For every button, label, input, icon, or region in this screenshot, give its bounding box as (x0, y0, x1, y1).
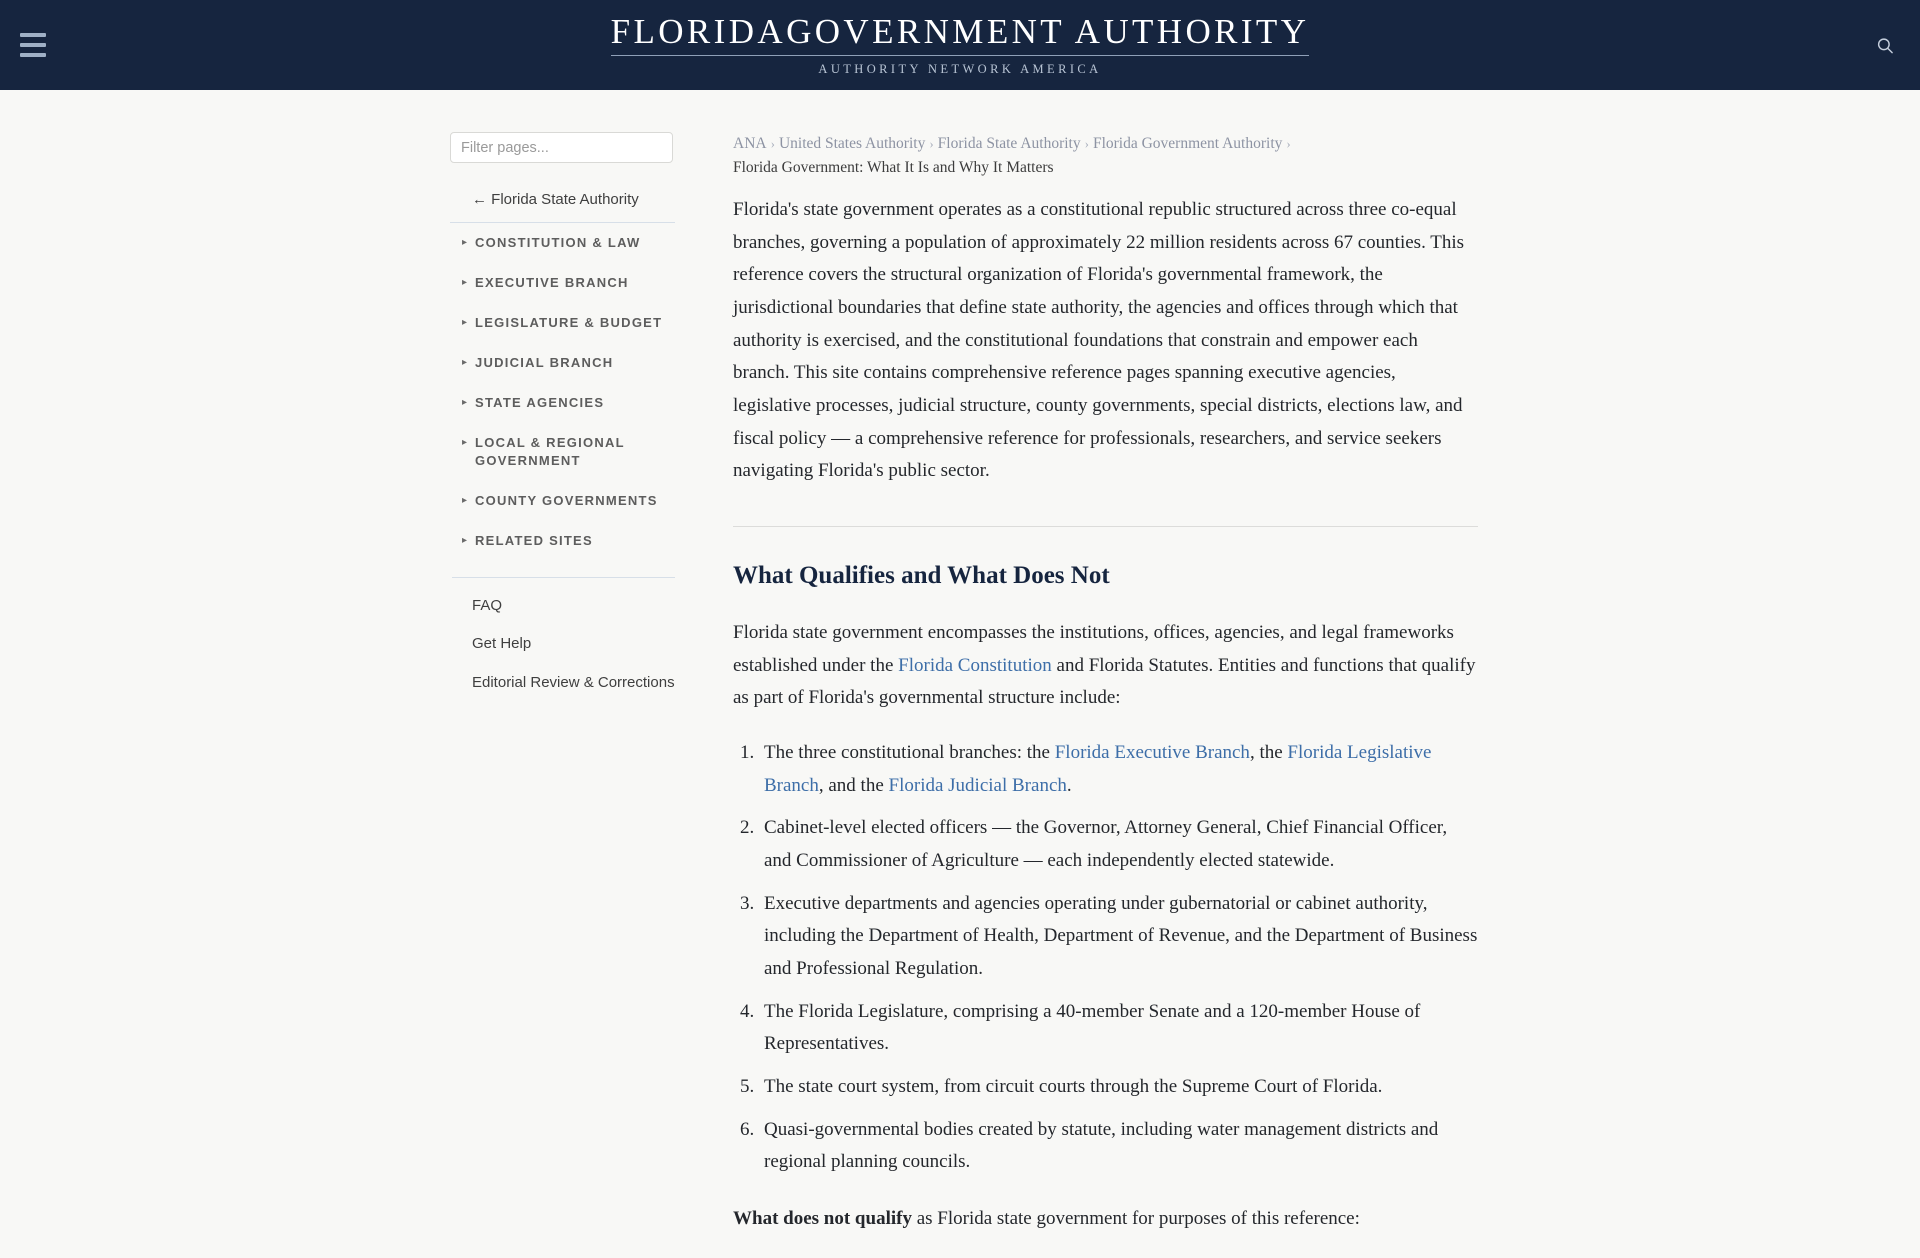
sidebar-item-judicial-branch[interactable] (450, 343, 675, 383)
breadcrumb-item-florida-government-authority[interactable]: Florida Government Authority (1092, 135, 1283, 152)
sidebar-item-label: CONSTITUTION & LAW (475, 235, 641, 250)
page-body (0, 90, 1920, 1258)
chevron-right-icon: ▸ (462, 317, 468, 328)
section-divider (733, 526, 1478, 527)
sidebar-item-executive-branch[interactable] (450, 263, 675, 303)
qualify-intro-text-after: and Florida Statutes. Entities and functions that qualify as part of Florida's governmental structure include: (733, 654, 1476, 709)
list-item: 5. The state court system, from circuit courts through the Supreme Court of Florida. (759, 1071, 1478, 1104)
chevron-right-icon: ▸ (462, 237, 468, 248)
chevron-right-icon: ▸ (462, 437, 468, 448)
sidebar-item-related-sites[interactable] (450, 521, 675, 561)
not-qualify-rest: as Florida state government for purposes of this reference: (911, 1208, 1360, 1230)
list-item-text-mid: , the (1249, 742, 1288, 764)
filter-pages-input[interactable] (450, 132, 673, 163)
hamburger-bar (20, 53, 46, 57)
link-florida-legislative-branch[interactable]: Florida Legislative Branch (764, 742, 1432, 796)
breadcrumb-item-florida-state-authority[interactable]: Florida State Authority (937, 135, 1081, 152)
sidebar-item-label: COUNTY GOVERNMENTS (475, 493, 658, 508)
site-title: FLORIDAGOVERNMENT AUTHORITY (611, 14, 1310, 56)
breadcrumb-separator: › (1286, 136, 1291, 151)
search-glyph (1876, 35, 1894, 56)
list-item: 6. Quasi-governmental bodies created by statute, including water management districts and regional planning councils. (759, 1114, 1478, 1179)
site-subtitle: AUTHORITY NETWORK AMERICA (818, 62, 1102, 77)
sidebar-nav (450, 223, 675, 561)
qualify-intro-paragraph (733, 617, 1478, 715)
list-item-text-mid: , and the (818, 774, 889, 796)
list-item: 3. Executive departments and agencies operating under gubernatorial or cabinet authority, including the Department of Health, Department of Revenue, and the Department of Business and Professional Regulation. (759, 888, 1478, 986)
chevron-right-icon: ▸ (462, 535, 468, 546)
page-section-title: What Qualifies and What Does Not (733, 562, 1110, 590)
sidebar-item-label: STATE AGENCIES (475, 395, 605, 410)
site-header (0, 0, 1920, 90)
sidebar-item-legislature-and-budget[interactable] (450, 303, 675, 343)
chevron-right-icon: ▸ (462, 277, 468, 288)
hamburger-bar (20, 43, 46, 47)
not-qualify-paragraph (733, 1203, 1478, 1236)
breadcrumb (733, 132, 1478, 180)
list-item-text-before: The three constitutional branches: the (764, 742, 1055, 764)
sidebar-link-faq[interactable]: FAQ (472, 597, 503, 614)
breadcrumb-separator: › (929, 136, 934, 151)
hamburger-icon[interactable] (16, 30, 50, 60)
chevron-right-icon: ▸ (462, 397, 468, 408)
main-content (733, 132, 1478, 1258)
chevron-right-icon: ▸ (462, 357, 468, 368)
sidebar-item-label: LOCAL & REGIONAL GOVERNMENT (475, 435, 625, 468)
list-item-text-after: . (1066, 774, 1072, 796)
brand (611, 14, 1310, 76)
sidebar-item-county-governments[interactable] (450, 481, 675, 521)
sidebar-item-label: RELATED SITES (475, 533, 593, 548)
breadcrumb-current-page: Florida Government: What It Is and Why It Matters (733, 159, 1054, 177)
sidebar-link-get-help[interactable]: Get Help (472, 635, 532, 653)
not-qualify-lead: What does not qualify (733, 1208, 912, 1230)
sidebar-link-editorial-review[interactable]: Editorial Review & Corrections (472, 673, 675, 691)
sidebar-item-label: LEGISLATURE & BUDGET (475, 315, 663, 330)
breadcrumb-item-united-states-authority[interactable]: United States Authority (778, 135, 926, 152)
list-item: 2. Cabinet-level elected officers — the Governor, Attorney General, Chief Financial Officer, and Commissioner of Agriculture — each independently elected statewide. (759, 812, 1478, 877)
link-florida-executive-branch[interactable]: Florida Executive Branch (1054, 742, 1250, 764)
breadcrumb-separator: › (770, 136, 775, 151)
sidebar (450, 132, 675, 702)
sidebar-item-state-agencies[interactable] (450, 383, 675, 423)
sidebar-item-constitution-and-law[interactable] (450, 223, 675, 263)
sidebar-item-local-and-regional-government[interactable] (450, 423, 675, 481)
breadcrumb-item-ana[interactable]: ANA (733, 135, 767, 152)
link-florida-judicial-branch[interactable]: Florida Judicial Branch (888, 774, 1067, 796)
intro-paragraph: Florida's state government operates as a constitutional republic structured across three co-equal branches, governing a population of approximately 22 million residents across 67 counties. This reference covers the structural organization of Florida's governmental framework, the jurisdictional boundaries that define state authority, the agencies and offices through which that authority is exercised, and the constitutional foundations that constrain and empower each branch. This site contains comprehensive reference pages spanning executive agencies, legislative processes, judicial structure, county governments, special districts, elections law, and fiscal policy — a comprehensive reference for professionals, researchers, and service seekers navigating Florida's public sector. (733, 199, 1464, 482)
sidebar-item-label: EXECUTIVE BRANCH (475, 275, 629, 290)
list-item (759, 737, 1478, 802)
sidebar-item-label: JUDICIAL BRANCH (475, 355, 614, 370)
link-florida-constitution[interactable]: Florida Constitution (898, 654, 1052, 676)
list-item: 4. The Florida Legislature, comprising a 40-member Senate and a 120-member House of Representatives. (759, 996, 1478, 1061)
qualify-list (733, 737, 1478, 1179)
breadcrumb-separator: › (1084, 136, 1089, 151)
sidebar-back-link[interactable]: ← Florida State Authority (472, 191, 639, 208)
search-icon[interactable] (1870, 30, 1900, 60)
qualify-intro-text-before: Florida state government encompasses the institutions, offices, agencies, and legal frameworks established under the (733, 622, 1454, 676)
chevron-right-icon: ▸ (462, 495, 468, 506)
hamburger-bar (20, 33, 46, 37)
